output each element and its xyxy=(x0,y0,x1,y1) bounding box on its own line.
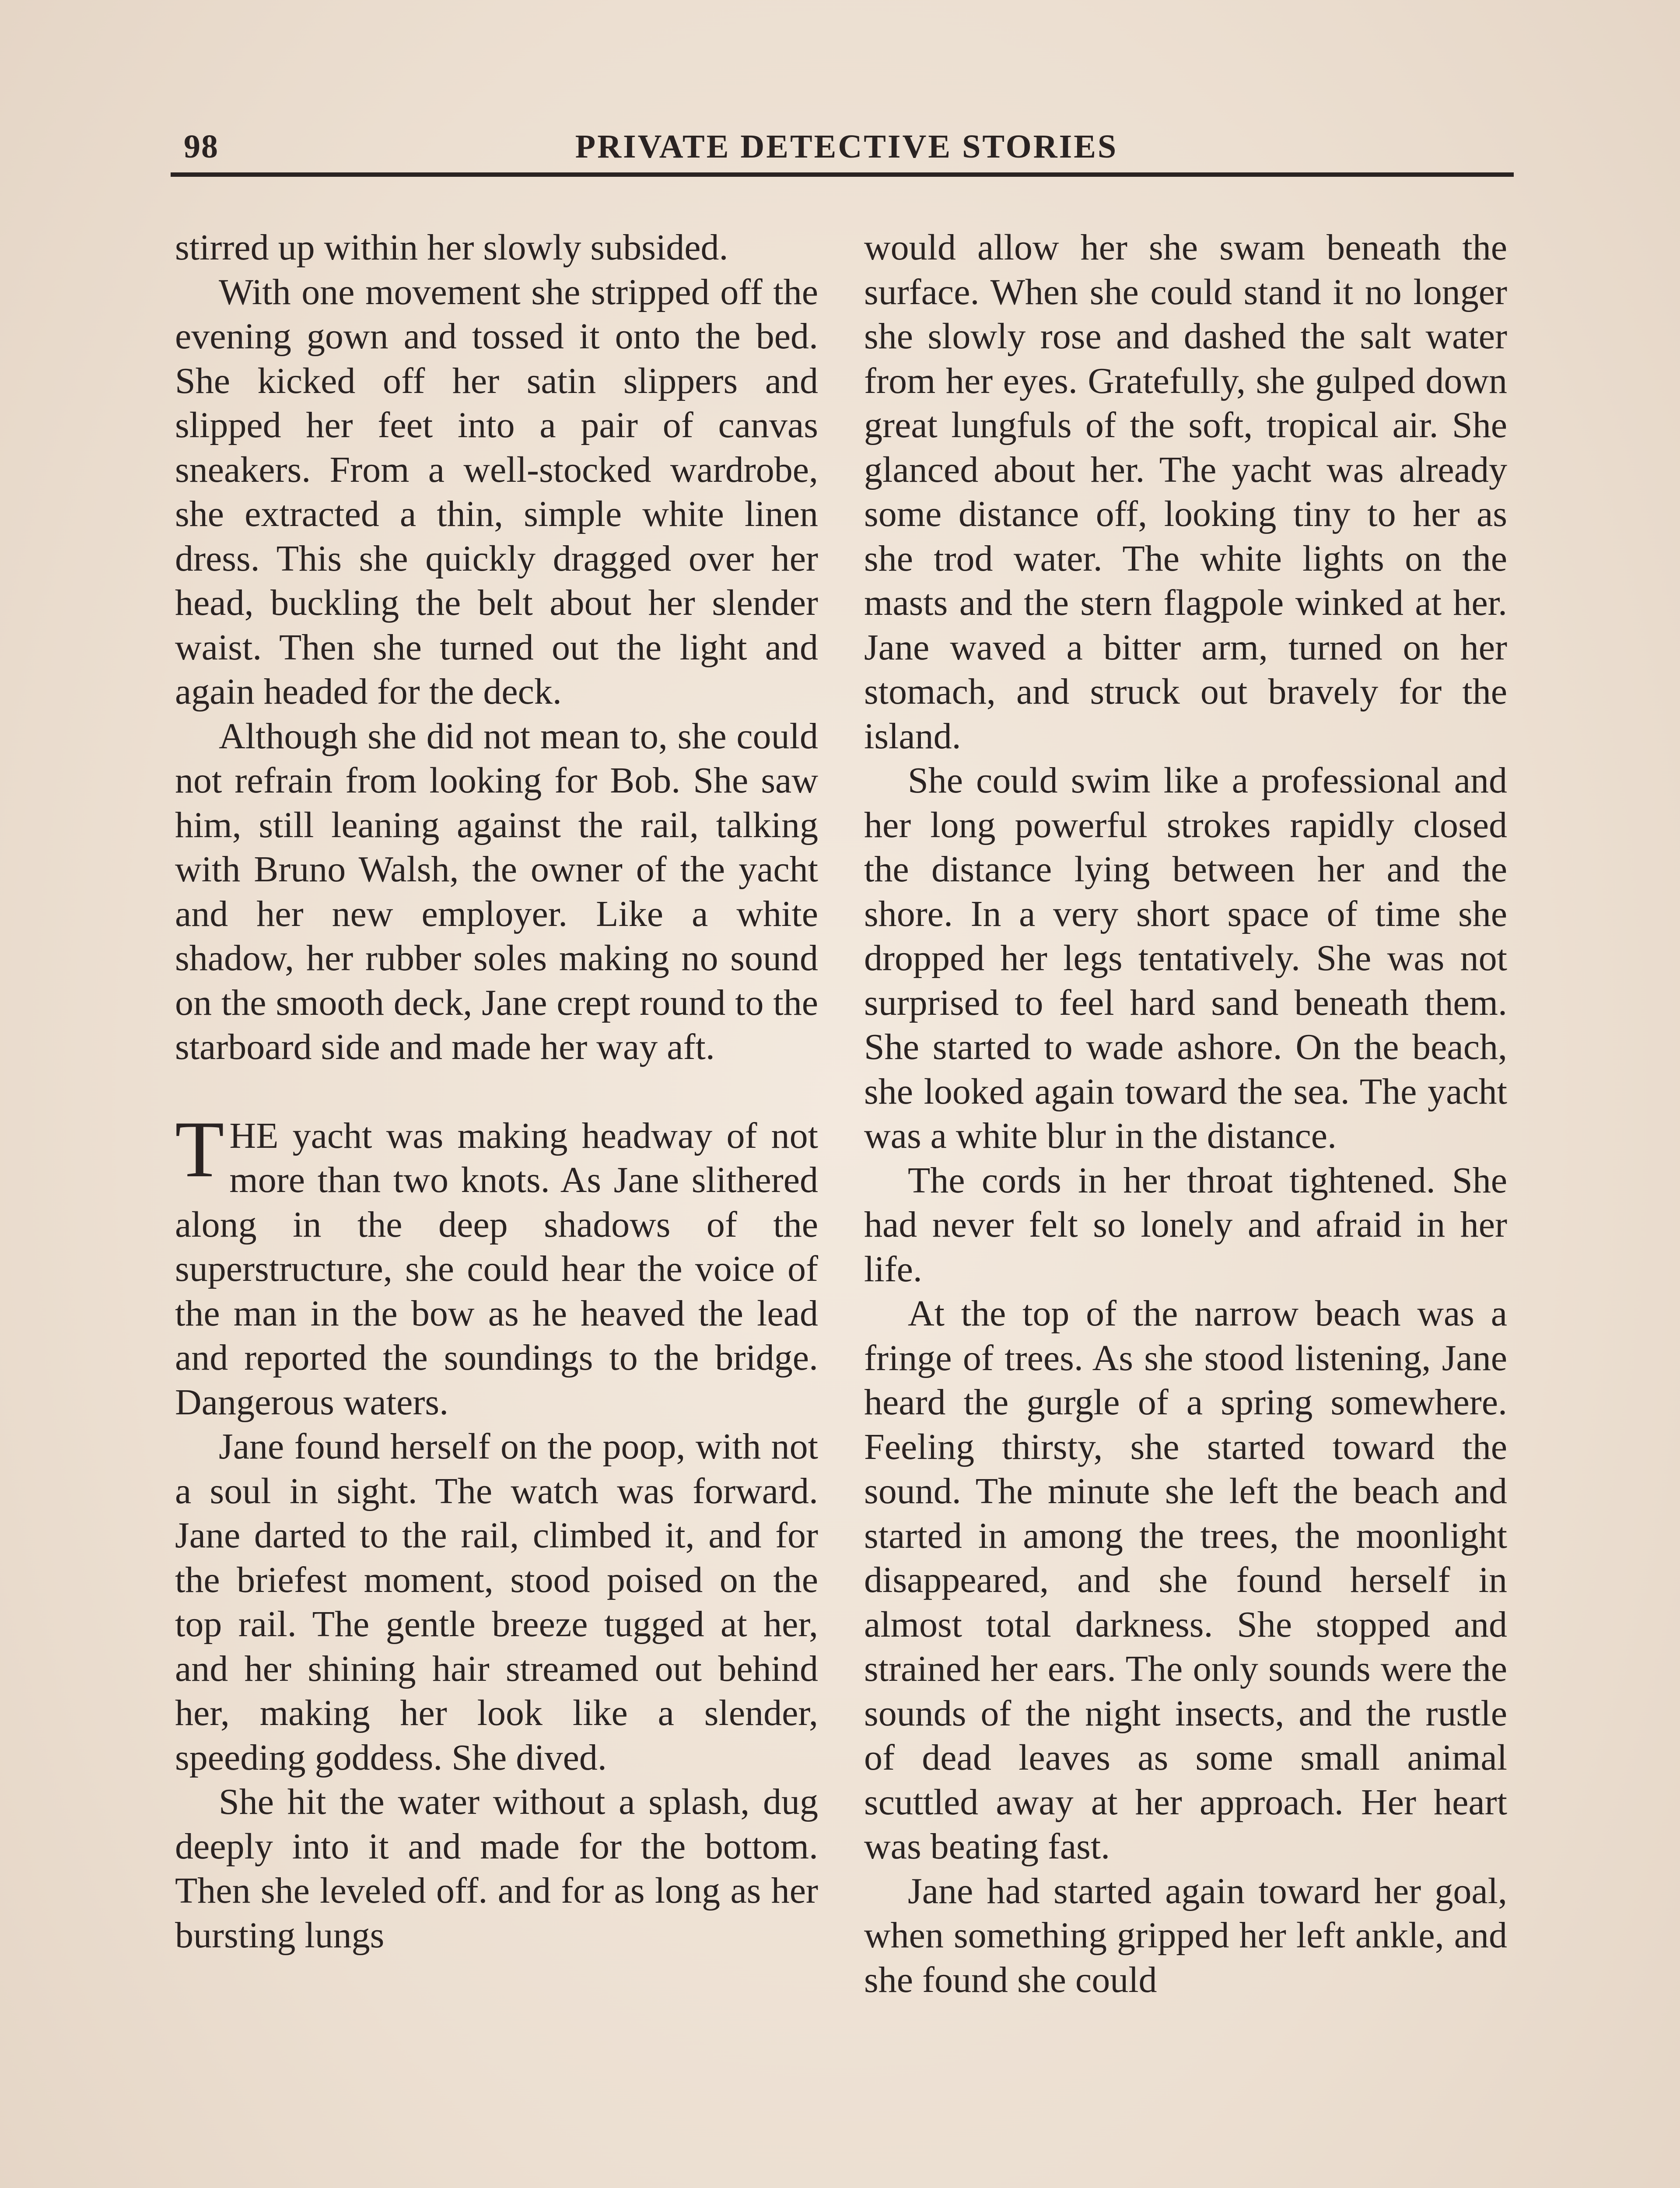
paragraph: She could swim like a professional and her long powerful strokes rapidly closed the distance lying between her and the shore. In a very short space of time she dropped her legs tentatively. She was not surprised to feel hard sand beneath them. She started to wade ashore. On the beach, she looked again toward the sea. The yacht was a white blur in the distance. xyxy=(864,760,1507,1156)
paragraph: She hit the water without a splash, dug deeply into it and made for the bottom. Then she leveled off. and for as long as her bursting lungs xyxy=(175,1781,818,1956)
paragraph: The cords in her throat tightened. She had never felt so lonely and afraid in her life. xyxy=(864,1160,1507,1290)
header-rule xyxy=(171,172,1514,177)
paragraph: At the top of the narrow beach was a fringe of trees. As she stood listening, Jane heard the gurgle of a spring somewhere. Feeling thirsty, she started toward the sound. The minute she left the beach and started in among the trees, the moonlight disappeared, and she found herself in almost total darkness. She stopped and strained her ears. The only sounds were the sounds of the night insects, and the rustle of dead leaves as some small animal scuttled away at her approach. Her heart was beating fast. xyxy=(864,1293,1507,1867)
drop-cap: T xyxy=(175,1104,224,1194)
left-column xyxy=(175,225,818,1957)
page-header xyxy=(175,118,1518,171)
right-column xyxy=(864,225,1507,2002)
page-number: 98 xyxy=(184,128,219,165)
paragraph: Jane found herself on the poop, with not a soul in sight. The watch was forward. Jane darted to the rail, climbed it, and for the briefest moment, stood poised on the top rail. The gentle breeze tugged at her, and her shining hair streamed out behind her, making her look like a slender, speeding goddess. She dived. xyxy=(175,1426,818,1778)
paragraph: Although she did not mean to, she could not refrain from looking for Bob. She saw him, still leaning against the rail, talking with Bruno Walsh, the owner of the yacht and her new employer. Like a white shadow, her rubber soles making no sound on the smooth deck, Jane crept round to the starboard side and made her way aft. xyxy=(175,715,818,1067)
paragraph: stirred up within her slowly subsided. xyxy=(175,227,728,268)
paragraph: With one movement she stripped off the evening gown and tossed it onto the bed. She kicked off her satin slippers and slipped her feet into a pair of canvas sneakers. From a well-stocked wardrobe, she extracted a thin, simple white linen dress. This she quickly dragged over her head, buckling the belt about her slender waist. Then she turned out the light and again headed for the deck. xyxy=(175,271,818,712)
paragraph-text: yacht was making headway of not more than two knots. As Jane slithered along in the deep shadows of the superstructure, she could hear the voice of the man in the bow as he heaved the lead and reported the soundings to the bridge. Dangerous waters. xyxy=(175,1115,818,1423)
paragraph-with-drop-cap xyxy=(175,1104,818,1425)
paragraph: Jane had started again toward her goal, when something gripped her left ankle, and she found she could xyxy=(864,1870,1507,2000)
small-caps-lead: HE xyxy=(229,1115,279,1156)
running-title: PRIVATE DETECTIVE STORIES xyxy=(575,128,1118,165)
paragraph: would allow her she swam beneath the surface. When she could stand it no longer she slowly rose and dashed the salt water from her eyes. Gratefully, she gulped down great lungfuls of the soft, tropical air. She glanced about her. The yacht was already some distance off, looking tiny to her as she trod water. The white lights on the masts and the stern flagpole winked at her. Jane waved a bitter arm, turned on her stomach, and struck out bravely for the island. xyxy=(864,227,1507,757)
